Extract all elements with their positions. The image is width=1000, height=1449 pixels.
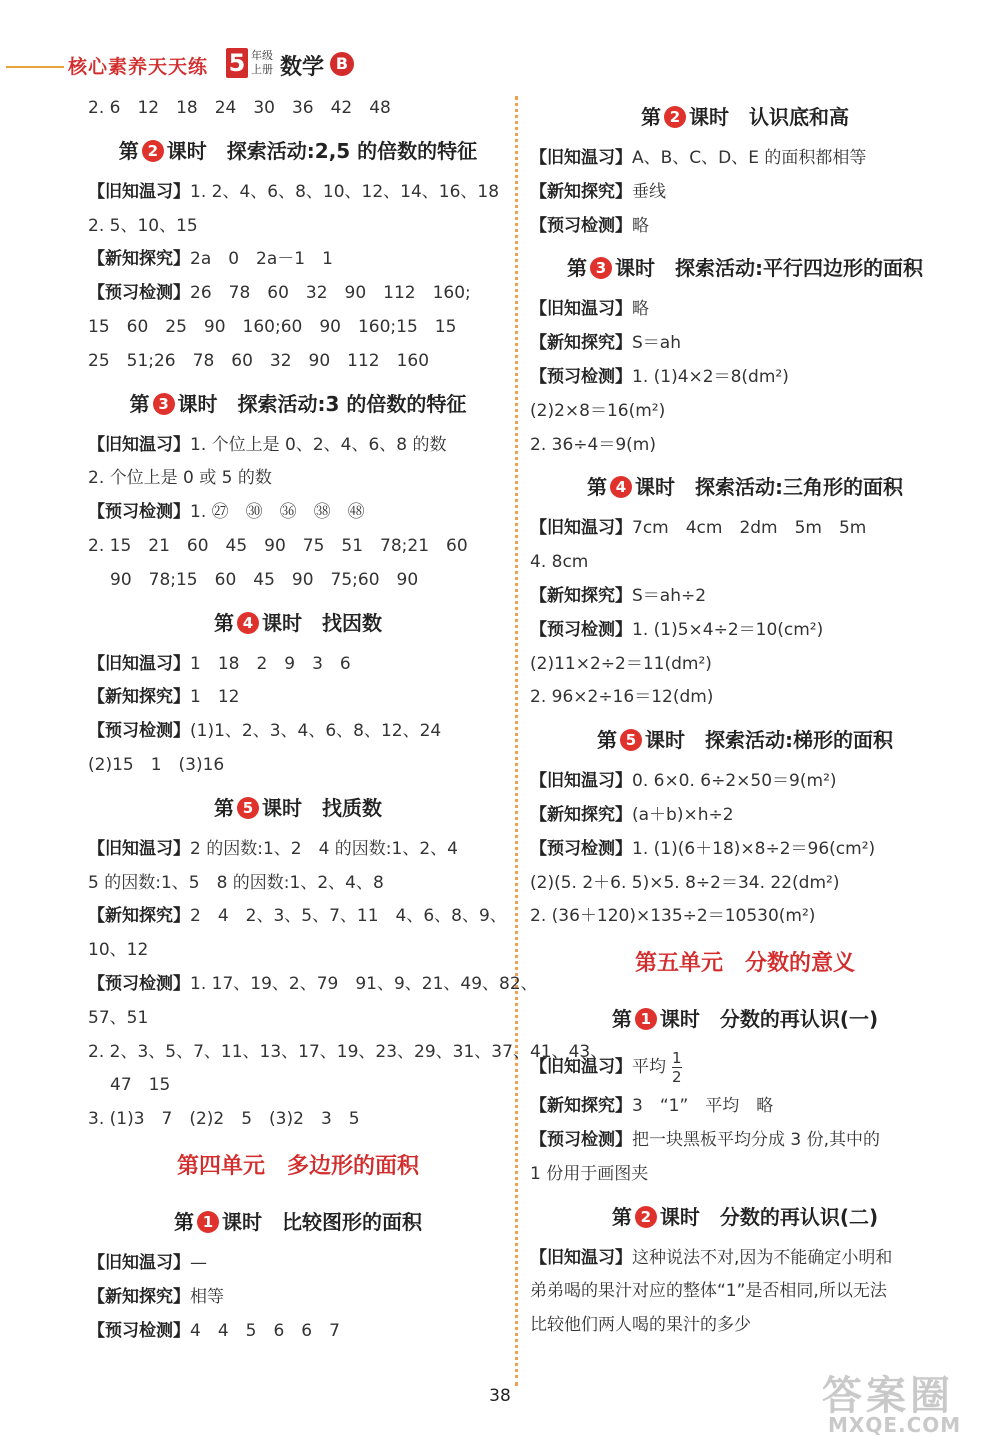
section-tag: 【新知探究】 — [530, 804, 632, 825]
unit-heading: 第四单元 多边形的面积 — [176, 1153, 419, 1179]
grade-badge: 5 — [226, 48, 248, 78]
answer-line: 5 的因数:1、5 8 的因数:1、2、4、8 — [88, 872, 384, 893]
section-tag: 【预习检测】 — [88, 721, 190, 742]
answer-line: 2. 36÷4＝9(m) — [530, 434, 656, 455]
page-number: 38 — [489, 1386, 511, 1406]
grade-label-1: 年级 — [251, 49, 273, 62]
lesson-heading-pre: 第 — [611, 1007, 632, 1032]
answer-line: 57、51 — [88, 1007, 149, 1028]
section-tag: 【预习检测】 — [88, 502, 190, 523]
answer-line: (2)2×8＝16(m²) — [530, 400, 666, 421]
section-tag: 【预习检测】 — [88, 1320, 190, 1341]
lesson-heading — [530, 715, 960, 765]
column-divider — [515, 96, 518, 1386]
watermark-text: 答案圈 — [822, 1373, 954, 1419]
answer-text: 1. 个位上是 0、2、4、6、8 的数 — [190, 434, 447, 455]
lesson-heading-pre: 第 — [641, 105, 661, 129]
answer-line: 90 78;15 60 45 90 75;60 90 — [110, 569, 419, 590]
section-tag: 【新知探究】 — [88, 906, 190, 927]
lesson-heading-title: 课时 探索活动:2,5 的倍数的特征 — [166, 138, 478, 163]
section-tag: 【预习检测】 — [530, 1129, 632, 1150]
lesson-number-badge: 5 — [620, 729, 642, 751]
answer-text: S＝ah — [632, 333, 681, 354]
answer-text: A、B、C、D、E 的面积都相等 — [632, 148, 867, 168]
answer-line: 10、12 — [88, 940, 149, 961]
answer-text: 相等 — [190, 1286, 224, 1307]
answer-text: 1 12 — [190, 687, 240, 708]
section-tag: 【旧知温习】 — [88, 838, 190, 859]
section-tag: 【旧知温习】 — [530, 1247, 632, 1268]
answer-text: 这种说法不对,因为不能确定小明和 — [632, 1247, 893, 1268]
answer-line — [530, 1242, 960, 1276]
lesson-number-badge: 5 — [237, 797, 259, 819]
lesson-heading-pre: 第 — [214, 610, 234, 635]
answer-text: S＝ah÷2 — [632, 585, 707, 606]
watermark-url: MXQE.COM — [828, 1413, 962, 1437]
answer-text: 7cm 4cm 2dm 5m 5m — [632, 518, 867, 539]
section-tag: 【旧知温习】 — [88, 653, 190, 674]
answer-line: 4. 8cm — [530, 552, 589, 573]
lesson-number-badge: 3 — [590, 257, 612, 279]
answer-text: 2 的因数:1、2 4 的因数:1、2、4 — [190, 838, 458, 859]
answer-text: 1. 2、4、6、8、10、12、14、16、18 — [190, 181, 500, 202]
answer-line: 2. 15 21 60 45 90 75 51 78;21 60 — [88, 535, 468, 556]
answer-line: (2)11×2÷2＝11(dm²) — [530, 653, 712, 674]
section-tag: 【新知探究】 — [88, 1286, 190, 1307]
unit-heading: 第五单元 分数的意义 — [634, 951, 855, 977]
lesson-heading-title: 课时 找因数 — [262, 610, 382, 635]
section-tag: 【新知探究】 — [530, 333, 632, 354]
answer-text: 1. (1)4×2＝8(dm²) — [632, 366, 789, 387]
answer-line: (2)15 1 (3)16 — [88, 754, 225, 775]
fraction-numerator: 1 — [672, 1048, 682, 1067]
answer-text: 1. (1)(6＋18)×8÷2＝96(cm²) — [632, 838, 876, 859]
right-column — [530, 92, 960, 1343]
answer-line: 比较他们两人喝的果汁的多少 — [530, 1315, 751, 1336]
answer-text: 1. 17、19、2、79 91、9、21、49、82、 — [190, 973, 538, 994]
answer-line — [530, 210, 960, 244]
section-tag: 【预习检测】 — [530, 366, 632, 387]
lesson-heading — [88, 126, 508, 176]
section-tag: 【旧知温习】 — [530, 299, 632, 320]
answer-line — [530, 361, 960, 395]
answer-text: 26 78 60 32 90 112 160; — [190, 283, 471, 304]
lesson-heading-title: 课时 探索活动:梯形的面积 — [645, 728, 893, 753]
answer-line: 15 60 25 90 160;60 90 160;15 15 — [88, 316, 457, 337]
answer-line — [530, 1124, 960, 1158]
answer-line — [530, 799, 960, 833]
lesson-heading — [88, 1197, 508, 1247]
lesson-heading-pre: 第 — [611, 1204, 632, 1229]
answer-line: 2. 个位上是 0 或 5 的数 — [88, 468, 272, 489]
lesson-heading-title: 课时 探索活动:三角形的面积 — [635, 475, 903, 500]
answer-line — [88, 243, 508, 277]
answer-line — [530, 833, 960, 867]
series-title: 核心素养天天练 — [68, 56, 209, 78]
answer-text: — — [190, 1252, 207, 1273]
answer-line: 2. (36＋120)×135÷2＝10530(m²) — [530, 906, 816, 927]
grade-label-2: 上册 — [251, 63, 273, 76]
lesson-heading — [530, 243, 960, 293]
grade-label — [251, 49, 273, 77]
lesson-heading-title: 课时 找质数 — [262, 795, 382, 820]
answer-text: 略 — [632, 215, 649, 236]
answer-text: 0. 6×0. 6÷2×50＝9(m²) — [632, 771, 837, 792]
answer-text: 2 4 2、3、5、7、11 4、6、8、9、 — [190, 906, 507, 927]
lesson-heading-title: 课时 探索活动:3 的倍数的特征 — [177, 391, 467, 416]
lesson-heading-pre: 第 — [597, 728, 617, 753]
lesson-heading-pre: 第 — [118, 138, 139, 163]
answer-line — [88, 277, 508, 311]
answer-line — [530, 327, 960, 361]
answer-line — [88, 176, 508, 210]
answer-line — [88, 833, 508, 867]
lesson-number-badge: 1 — [197, 1211, 219, 1233]
section-tag: 【旧知温习】 — [530, 518, 632, 539]
lesson-heading-pre: 第 — [567, 256, 587, 281]
lesson-number-badge: 3 — [153, 393, 175, 415]
answer-line: 3. (1)3 7 (2)2 5 (3)2 3 5 — [88, 1109, 360, 1130]
lesson-heading-title: 课时 比较图形的面积 — [222, 1209, 422, 1234]
section-tag: 【新知探究】 — [530, 585, 632, 606]
answer-line — [88, 429, 508, 463]
answer-line — [530, 512, 960, 546]
answer-line — [530, 1090, 960, 1124]
lesson-heading-title: 课时 分数的再认识(二) — [659, 1204, 879, 1229]
lesson-number-badge: 2 — [142, 140, 164, 162]
lesson-heading-title: 课时 探索活动:平行四边形的面积 — [615, 256, 923, 281]
section-tag: 【预习检测】 — [530, 619, 632, 640]
section-tag: 【预习检测】 — [88, 973, 190, 994]
answer-line: 2. 6 12 18 24 30 36 42 48 — [88, 98, 391, 118]
section-tag: 【旧知温习】 — [530, 1057, 632, 1078]
answer-line — [530, 176, 960, 210]
answer-text: 3 “1” 平均 略 — [632, 1096, 774, 1117]
section-tag: 【预习检测】 — [530, 215, 632, 236]
header-dash — [6, 66, 64, 68]
watermark-logo — [822, 1364, 992, 1444]
answer-line — [88, 1315, 508, 1349]
section-tag: 【新知探究】 — [530, 1096, 632, 1117]
answer-line — [88, 681, 508, 715]
answer-text: 略 — [632, 299, 649, 320]
answer-text: 把一块黑板平均分成 3 份,其中的 — [632, 1129, 881, 1150]
answer-line: 2. 96×2÷16＝12(dm) — [530, 687, 714, 708]
subject-title: 数学 — [280, 55, 325, 80]
answer-text: (a＋b)×h÷2 — [632, 804, 734, 825]
answer-line — [530, 614, 960, 648]
fraction — [672, 1049, 682, 1086]
answer-line: 2. 5、10、15 — [88, 215, 198, 236]
section-tag: 【旧知温习】 — [530, 148, 632, 168]
lesson-number-badge: 4 — [237, 612, 259, 634]
section-tag: 【新知探究】 — [530, 181, 632, 202]
lesson-heading-pre: 第 — [129, 391, 150, 416]
answer-line — [88, 715, 508, 749]
answer-text: (1)1、2、3、4、6、8、12、24 — [190, 721, 442, 742]
edition-badge: B — [330, 52, 354, 76]
answer-line: 1 份用于画图夹 — [530, 1163, 649, 1184]
lesson-heading — [530, 994, 960, 1044]
answer-line: 弟弟喝的果汁对应的整体“1”是否相同,所以无法 — [530, 1281, 887, 1302]
lesson-heading-pre: 第 — [174, 1209, 194, 1234]
answer-line: (2)(5. 2＋6. 5)×5. 8÷2＝34. 22(dm²) — [530, 872, 840, 893]
section-tag: 【新知探究】 — [88, 249, 190, 270]
answer-line — [88, 900, 508, 934]
lesson-number-badge: 4 — [610, 476, 632, 498]
lesson-heading — [88, 379, 508, 429]
answer-text: 2a 0 2a－1 1 — [190, 249, 333, 270]
answer-line — [88, 1281, 508, 1315]
section-tag: 【新知探究】 — [88, 687, 190, 708]
answer-text: 垂线 — [632, 181, 666, 202]
lesson-heading-title: 课时 分数的再认识(一) — [659, 1007, 879, 1032]
lesson-number-badge: 2 — [635, 1206, 657, 1228]
answer-line — [88, 968, 538, 1002]
lesson-heading — [88, 598, 508, 648]
answer-text: 4 4 5 6 6 7 — [190, 1320, 340, 1341]
section-tag: 【预习检测】 — [530, 838, 632, 859]
lesson-heading — [88, 783, 508, 833]
answer-line — [530, 142, 960, 176]
answer-line: 47 15 — [110, 1075, 171, 1096]
answer-text: 平均 — [632, 1057, 666, 1078]
answer-line — [530, 293, 960, 327]
fraction-denominator: 2 — [672, 1067, 682, 1086]
lesson-number-badge: 2 — [664, 106, 686, 128]
section-tag: 【旧知温习】 — [88, 181, 190, 202]
lesson-heading-title: 课时 认识底和高 — [689, 105, 849, 129]
answer-text: 1. (1)5×4÷2＝10(cm²) — [632, 619, 824, 640]
lesson-heading-pre: 第 — [214, 795, 234, 820]
answer-line: 25 51;26 78 60 32 90 112 160 — [88, 350, 430, 371]
lesson-number-badge: 1 — [635, 1008, 657, 1030]
answer-line — [88, 496, 508, 530]
answer-line: 2. 2、3、5、7、11、13、17、19、23、29、31、37、41、43、 — [88, 1041, 608, 1062]
answer-line — [88, 1247, 508, 1281]
lesson-heading — [530, 1192, 960, 1242]
answer-line — [530, 765, 960, 799]
lesson-heading-pre: 第 — [587, 475, 607, 500]
section-tag: 【旧知温习】 — [88, 434, 190, 455]
answer-line — [88, 648, 508, 682]
section-tag: 【旧知温习】 — [88, 1252, 190, 1273]
lesson-heading — [530, 462, 960, 512]
section-tag: 【预习检测】 — [88, 283, 190, 304]
page-header — [0, 48, 400, 84]
answer-text: 1 18 2 9 3 6 — [190, 653, 351, 674]
answer-line — [530, 580, 960, 614]
answer-line — [530, 1044, 960, 1090]
lesson-heading — [530, 92, 960, 142]
section-tag: 【旧知温习】 — [530, 771, 632, 792]
answer-text: 1. ㉗ ㉚ ㊱ ㊳ ㊽ — [190, 502, 365, 523]
